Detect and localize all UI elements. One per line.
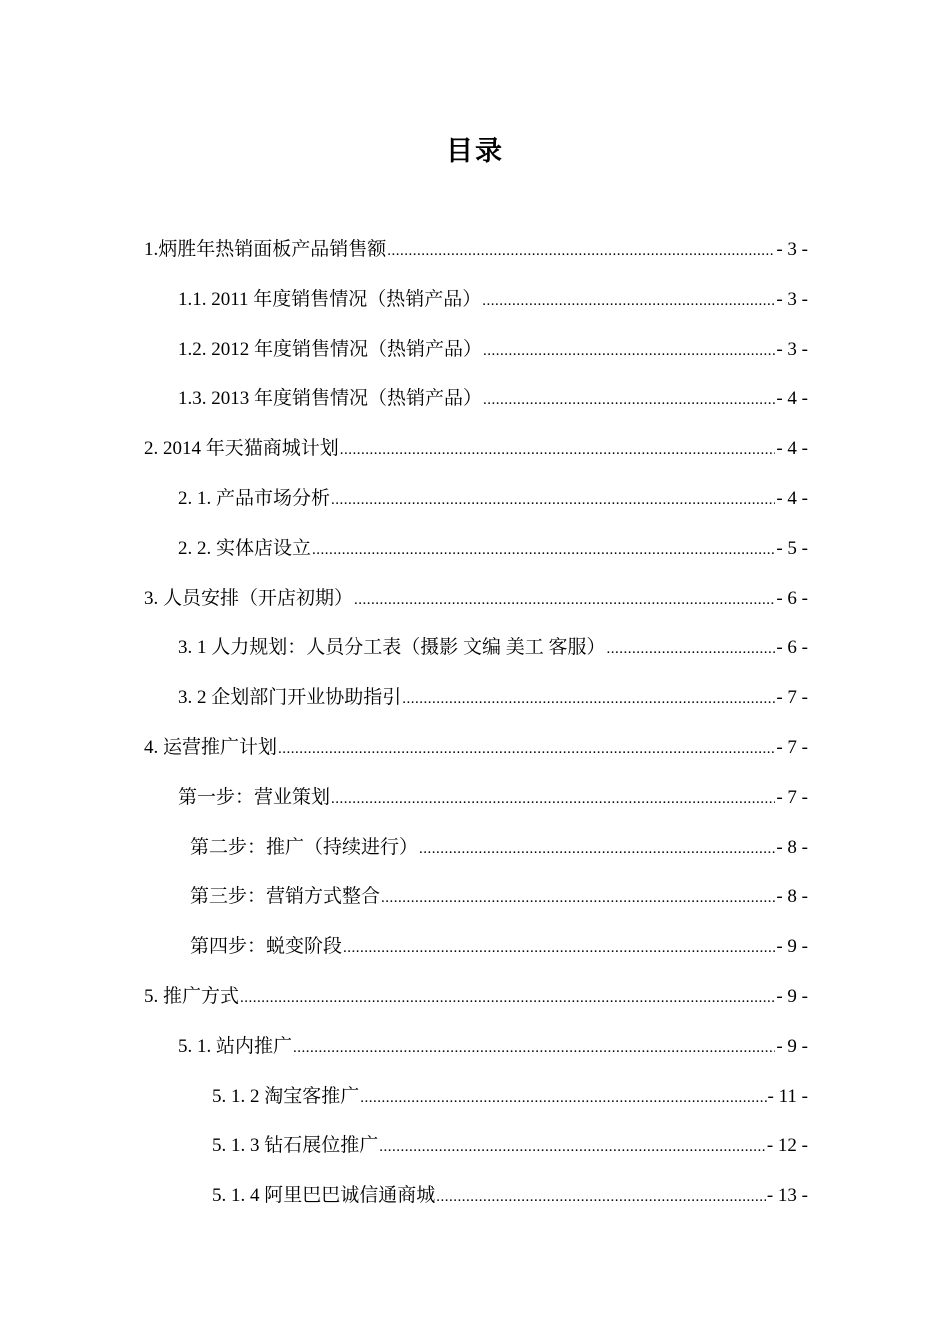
toc-leader-dots bbox=[293, 1028, 775, 1068]
toc-leader-dots bbox=[379, 1127, 766, 1167]
toc-entry[interactable] bbox=[0, 280, 950, 330]
toc-entry[interactable] bbox=[0, 429, 950, 479]
toc-entry-label: 1.炳胜年热销面板产品销售额 bbox=[144, 239, 387, 260]
toc-leader-dots bbox=[278, 729, 775, 769]
toc-entry-label: 3. 人员安排（开店初期） bbox=[144, 587, 354, 609]
toc-entry-label: 5. 1. 3 钻石展位推广 bbox=[212, 1135, 379, 1157]
toc-entry-label: 3. 1 人力规划：人员分工表（摄影 文编 美工 客服） bbox=[178, 637, 606, 659]
toc-leader-dots bbox=[343, 928, 775, 968]
toc-entry-label: 3. 2 企划部门开业协助指引 bbox=[178, 687, 402, 709]
toc-leader-dots bbox=[354, 580, 775, 620]
toc-leader-dots bbox=[331, 779, 775, 819]
toc-entry-label: 第二步：推广（持续进行） bbox=[190, 836, 419, 858]
toc-entry-label: 第一步：营业策划 bbox=[178, 786, 331, 808]
toc-entry-page: - 3 - bbox=[776, 288, 808, 310]
toc-leader-dots bbox=[381, 878, 775, 918]
toc-leader-dots bbox=[360, 1078, 766, 1118]
toc-leader-dots bbox=[387, 231, 775, 271]
toc-entry-page: - 8 - bbox=[776, 886, 808, 908]
toc-entry-label: 5. 1. 2 淘宝客推广 bbox=[212, 1085, 360, 1107]
toc-leader-dots bbox=[483, 331, 775, 371]
toc-leader-dots bbox=[340, 430, 776, 470]
toc-entry[interactable] bbox=[0, 977, 950, 1027]
toc-entry[interactable] bbox=[0, 529, 950, 579]
toc-leader-dots bbox=[402, 679, 775, 719]
toc-entry-page: - 6 - bbox=[776, 637, 808, 659]
toc-entry[interactable] bbox=[0, 479, 950, 529]
toc-entry[interactable] bbox=[0, 678, 950, 728]
toc-entry[interactable] bbox=[0, 1176, 950, 1226]
toc-entry-label: 第四步：蜕变阶段 bbox=[190, 936, 343, 958]
toc-entry-label: 1.3. 2013 年度销售情况（热销产品） bbox=[178, 388, 483, 410]
toc-entry-page: - 5 - bbox=[776, 537, 808, 559]
toc-entry-page: - 7 - bbox=[776, 736, 808, 758]
toc-entry-page: - 7 - bbox=[776, 687, 808, 709]
toc-entry-label: 2. 1. 产品市场分析 bbox=[178, 487, 331, 509]
toc-entry[interactable] bbox=[0, 728, 950, 778]
toc-entry[interactable] bbox=[0, 579, 950, 629]
toc-leader-dots bbox=[331, 480, 775, 520]
toc-entry-label: 1.1. 2011 年度销售情况（热销产品） bbox=[178, 288, 482, 310]
toc-entry[interactable] bbox=[0, 877, 950, 927]
toc-leader-dots bbox=[312, 530, 775, 570]
toc-leader-dots bbox=[607, 629, 776, 669]
toc-list bbox=[0, 230, 950, 1226]
toc-entry-label: 4. 运营推广计划 bbox=[144, 736, 278, 758]
toc-leader-dots bbox=[240, 978, 775, 1018]
toc-leader-dots bbox=[436, 1177, 766, 1217]
toc-entry-page: - 9 - bbox=[776, 1035, 808, 1057]
toc-entry-page: - 3 - bbox=[776, 338, 808, 360]
toc-entry-page: - 7 - bbox=[776, 786, 808, 808]
toc-entry-page: - 4 - bbox=[776, 487, 808, 509]
toc-entry[interactable] bbox=[0, 828, 950, 878]
toc-entry-page: - 3 - bbox=[776, 239, 808, 260]
toc-entry-page: - 6 - bbox=[776, 587, 808, 609]
toc-entry-page: - 9 - bbox=[776, 985, 808, 1007]
toc-entry-label: 5. 1. 站内推广 bbox=[178, 1035, 293, 1057]
toc-entry-page: - 11 - bbox=[767, 1085, 808, 1107]
toc-entry[interactable] bbox=[0, 1027, 950, 1077]
toc-entry[interactable] bbox=[0, 379, 950, 429]
toc-entry[interactable] bbox=[0, 1077, 950, 1127]
toc-entry[interactable] bbox=[0, 628, 950, 678]
toc-entry-label: 5. 1. 4 阿里巴巴诚信通商城 bbox=[212, 1185, 436, 1207]
toc-entry[interactable] bbox=[0, 230, 950, 280]
toc-entry-page: - 9 - bbox=[776, 936, 808, 958]
toc-entry[interactable] bbox=[0, 330, 950, 380]
toc-entry-label: 5. 推广方式 bbox=[144, 985, 240, 1007]
toc-entry-page: - 4 - bbox=[776, 388, 808, 410]
toc-entry-page: - 4 - bbox=[776, 438, 808, 460]
toc-entry[interactable] bbox=[0, 927, 950, 977]
toc-entry-label: 2. 2. 实体店设立 bbox=[178, 537, 312, 559]
toc-entry-label: 2. 2014 年天猫商城计划 bbox=[144, 438, 339, 460]
toc-entry-label: 第三步：营销方式整合 bbox=[190, 886, 381, 908]
toc-entry-page: - 8 - bbox=[776, 836, 808, 858]
toc-entry-page: - 13 - bbox=[766, 1185, 808, 1207]
toc-entry-label: 1.2. 2012 年度销售情况（热销产品） bbox=[178, 338, 483, 360]
toc-entry[interactable] bbox=[0, 778, 950, 828]
toc-entry[interactable] bbox=[0, 1126, 950, 1176]
toc-leader-dots bbox=[482, 281, 775, 321]
toc-entry-page: - 12 - bbox=[766, 1135, 808, 1157]
toc-leader-dots bbox=[419, 829, 775, 869]
toc-title: 目录 bbox=[446, 136, 504, 167]
toc-leader-dots bbox=[483, 380, 775, 420]
